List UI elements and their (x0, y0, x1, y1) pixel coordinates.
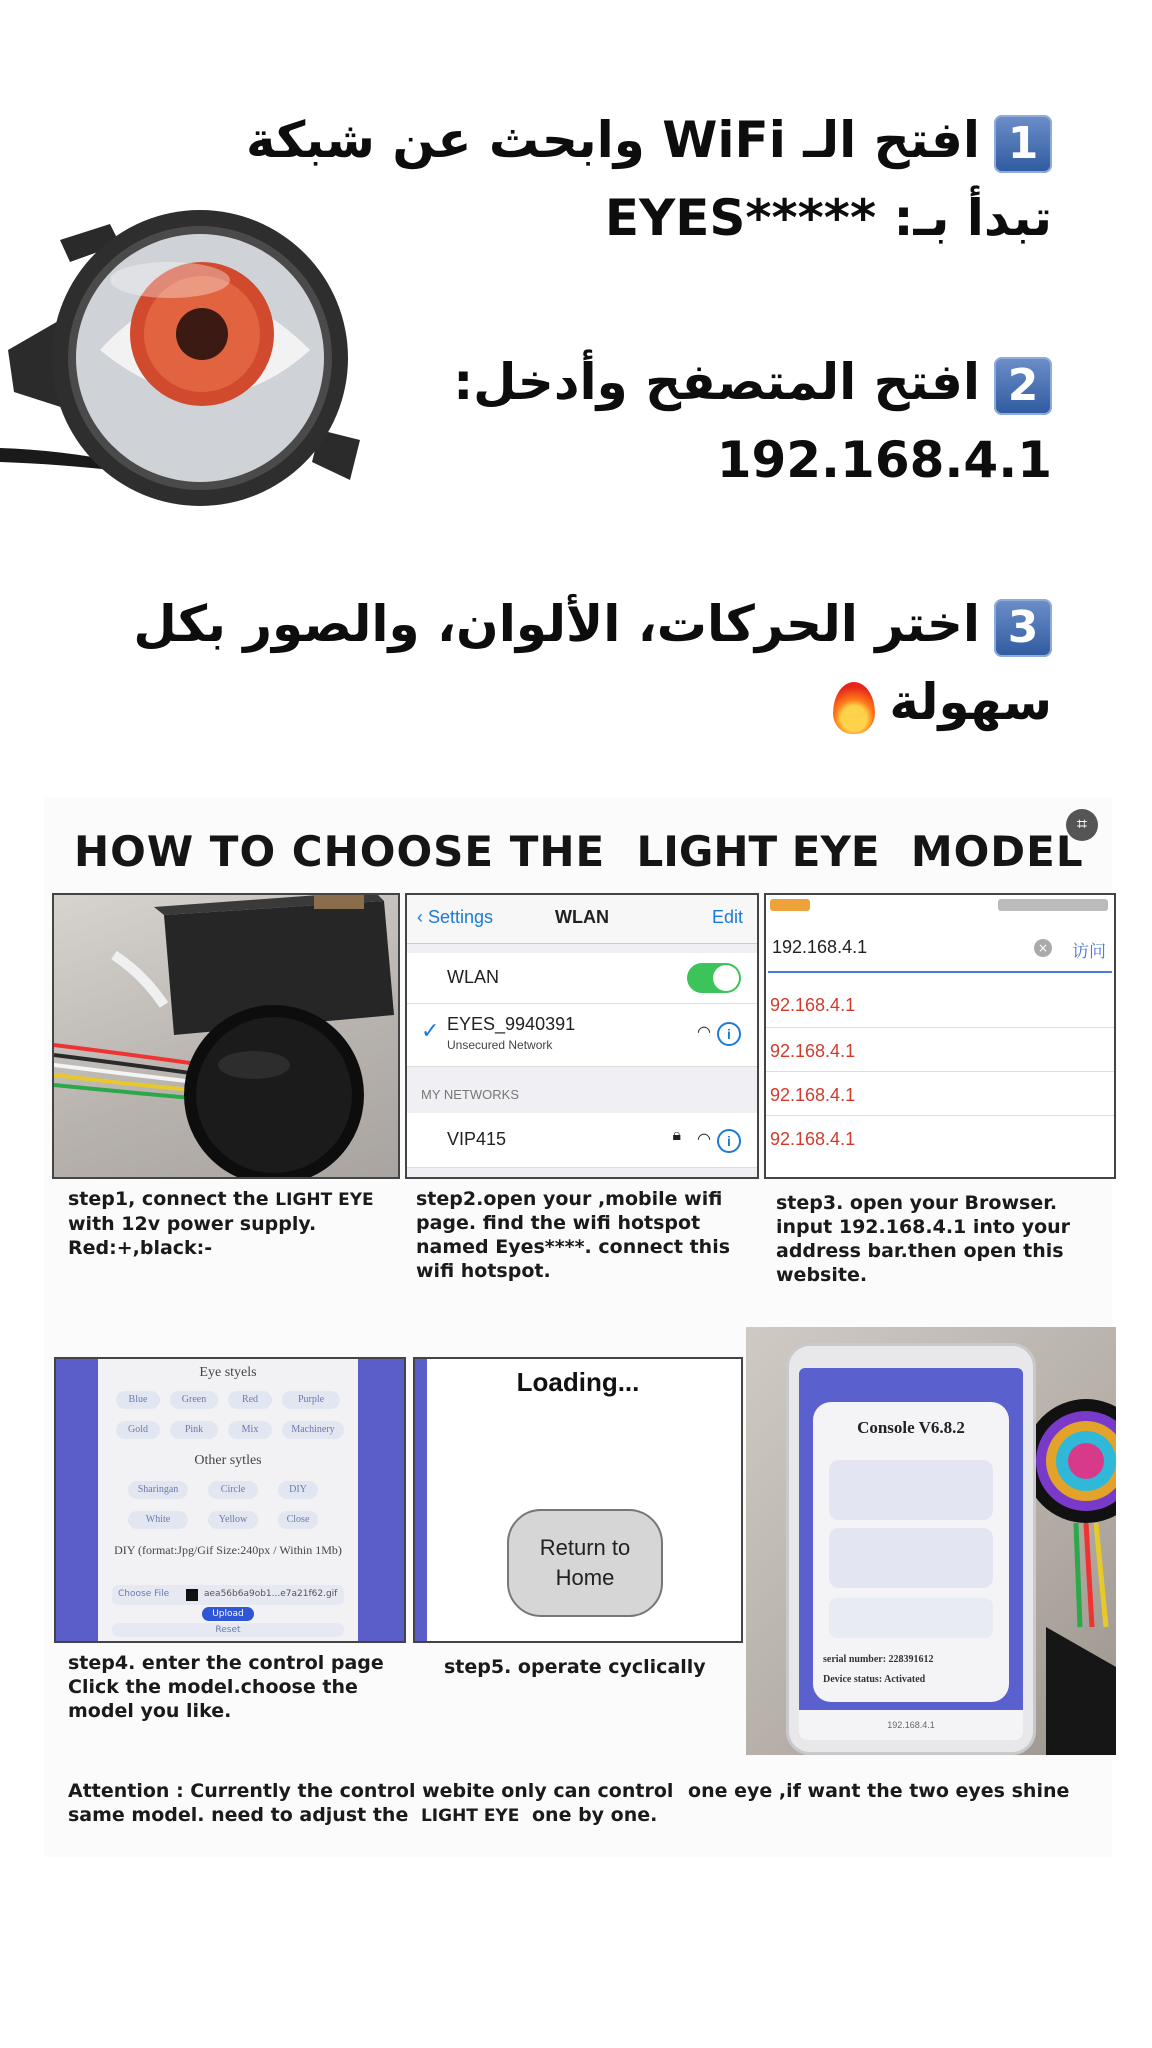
step2-heading (453, 346, 1052, 418)
attention-text-d: same model. need to adjust the (68, 1804, 409, 1826)
step3-line1: اختر الحركات، الألوان، والصور بكل (133, 595, 980, 653)
step2-text-a: step2.open your ,mobile wifi (416, 1188, 723, 1210)
reset-button[interactable]: Reset (112, 1623, 344, 1637)
other-styles-heading: Other sytles (194, 1453, 262, 1468)
return-home-line1: Return to (539, 1535, 631, 1560)
style-pink-button[interactable]: Pink (170, 1421, 218, 1439)
history-item[interactable]: 92.168.4.1 (770, 1041, 856, 1061)
status-bar-icons-right (998, 899, 1108, 911)
ios-nav-bar (407, 895, 757, 944)
eye-styles-heading: Eye styels (199, 1365, 257, 1380)
file-chooser (112, 1585, 344, 1605)
device-photo (52, 893, 400, 1179)
step1-line2 (605, 182, 1052, 254)
step1-caption (68, 1187, 408, 1260)
upload-button[interactable]: Upload (202, 1607, 254, 1621)
style-white-button[interactable]: White (128, 1511, 188, 1529)
divider (766, 1027, 1114, 1028)
history-item[interactable]: 92.168.4.1 (770, 995, 856, 1015)
style-close-button[interactable]: Close (278, 1511, 318, 1529)
step3-heading (133, 588, 1052, 660)
console-other-group (829, 1528, 993, 1588)
history-item[interactable]: 92.168.4.1 (770, 1085, 856, 1105)
keycap-2-icon: 2 (994, 357, 1052, 415)
url-value: 192.168.4.1 (772, 937, 868, 957)
ip-address: 192.168.4.1 (716, 431, 1052, 489)
step1-text-a: step1, connect the (68, 1188, 269, 1210)
style-red-button[interactable]: Red (228, 1391, 272, 1409)
network-name: EYES_9940391 (447, 1014, 576, 1034)
go-button[interactable]: 访问 (1072, 942, 1106, 962)
attention-text-a: Attention : Currently the control webite only can control (68, 1780, 674, 1802)
style-machinery-button[interactable]: Machinery (282, 1421, 344, 1439)
info-icon[interactable]: i (717, 1129, 741, 1153)
side-stripe (415, 1359, 427, 1641)
network-subtitle: Unsecured Network (447, 1038, 553, 1052)
wifi-icon: ◠ (697, 1024, 711, 1041)
step3-text-a: step3. open your Browser. (776, 1192, 1058, 1214)
divider (766, 1071, 1114, 1072)
address-bar[interactable] (768, 927, 1112, 973)
wifi-icon: ◠ (697, 1131, 711, 1148)
loading-screen (413, 1357, 743, 1643)
step4-text-b: Click the model.choose the (68, 1676, 358, 1698)
divider (766, 1115, 1114, 1116)
control-page-content (98, 1359, 358, 1641)
phone-photo (746, 1327, 1116, 1755)
file-name: aea56b6a9ob1...e7a21f62.gif (204, 1589, 338, 1599)
my-networks-header: MY NETWORKS (421, 1087, 519, 1102)
step3-text-c: address bar.then open this (776, 1240, 1064, 1262)
attention-text-e: LIGHT EYE (420, 1806, 520, 1826)
diy-note: DIY (format:Jpg/Gif Size:240px / Within 1Mb) (114, 1543, 342, 1557)
serial-number: serial number: 228391612 (823, 1654, 934, 1665)
wlan-toggle-row (407, 953, 757, 1004)
keycap-1-icon: 1 (994, 115, 1052, 173)
style-sharingan-button[interactable]: Sharingan (128, 1481, 188, 1499)
other-network-row[interactable] (407, 1113, 757, 1168)
step4-caption (68, 1651, 408, 1723)
title-part-b: LIGHT EYE (636, 827, 880, 876)
keycap-3-icon: 3 (994, 599, 1052, 657)
settings-back-button[interactable]: ‹ Settings (417, 907, 494, 927)
status-bar-icons (770, 899, 810, 911)
browser-screen (764, 893, 1116, 1179)
control-page-screen (54, 1357, 406, 1643)
lock-icon: 🔒︎ (672, 1127, 681, 1144)
step2-line1: افتح المتصفح وأدخل: (453, 353, 980, 411)
style-purple-button[interactable]: Purple (282, 1391, 340, 1409)
phone-url-bar[interactable]: 192.168.4.1 (799, 1710, 1023, 1740)
step4-text-a: step4. enter the control page (68, 1652, 384, 1674)
step3-caption (776, 1191, 1106, 1287)
wlan-toggle[interactable] (687, 963, 741, 993)
clear-icon[interactable]: × (1034, 939, 1052, 957)
fire-icon (831, 678, 877, 734)
step5-caption: step5. operate cyclically (444, 1656, 706, 1678)
style-mix-button[interactable]: Mix (228, 1421, 272, 1439)
style-green-button[interactable]: Green (170, 1391, 218, 1409)
step1-text-b: LIGHT EYE (275, 1190, 374, 1210)
step3-text-d: website. (776, 1264, 868, 1286)
step3-text-b: input 192.168.4.1 into your (776, 1216, 1071, 1238)
return-home-line2: Home (555, 1565, 615, 1590)
scan-icon[interactable]: ⌗ (1066, 809, 1098, 841)
step4-text-c: model you like. (68, 1700, 232, 1722)
other-network-name: VIP415 (447, 1129, 507, 1149)
network-prefix: EYES***** (604, 189, 877, 247)
file-thumbnail (186, 1589, 198, 1601)
style-circle-button[interactable]: Circle (208, 1481, 258, 1499)
device-status: Device status: Activated (823, 1674, 926, 1685)
step1-heading (246, 104, 1052, 176)
step2-line2 (717, 424, 1052, 496)
attention-text-b: one eye (688, 1780, 773, 1802)
return-home-button[interactable] (507, 1509, 663, 1617)
attention-note (68, 1779, 1108, 1828)
step1-text-c: with 12v power supply. (68, 1213, 317, 1235)
checkmark-icon: ✓ (421, 1018, 440, 1043)
connected-network-row[interactable] (407, 1004, 757, 1067)
phone-screen (799, 1368, 1023, 1740)
loading-text: Loading... (516, 1367, 640, 1397)
console-title: Console V6.8.2 (857, 1418, 965, 1437)
step2-caption (416, 1187, 756, 1283)
title-part-c: MODEL (910, 827, 1084, 876)
style-blue-button[interactable]: Blue (116, 1391, 160, 1409)
sheet-title (74, 827, 1114, 876)
step1-line2-text: تبدأ بـ: (893, 189, 1052, 247)
step3-line2 (831, 666, 1052, 738)
step1-text-d: Red:+,black:- (68, 1237, 213, 1259)
console-card (813, 1402, 1009, 1702)
step2-text-c: named Eyes****. connect this (416, 1236, 731, 1258)
edit-button[interactable]: Edit (711, 907, 743, 927)
history-item[interactable]: 92.168.4.1 (770, 1129, 856, 1149)
instruction-sheet (44, 797, 1112, 1857)
step1-line1: افتح الـ WiFi وابحث عن شبكة (245, 111, 980, 169)
eye-product-image (0, 200, 380, 540)
wlan-settings-screen (405, 893, 759, 1179)
style-gold-button[interactable]: Gold (116, 1421, 160, 1439)
console-style-group (829, 1460, 993, 1520)
attention-text-f: one by one. (531, 1804, 658, 1826)
wlan-title: WLAN (555, 907, 609, 927)
choose-file-button[interactable]: Choose File (118, 1589, 170, 1599)
style-diy-button[interactable]: DIY (278, 1481, 318, 1499)
step2-text-b: page. find the wifi hotspot (416, 1212, 701, 1234)
back-label: Settings (428, 907, 494, 927)
console-upload-group (829, 1598, 993, 1638)
title-part-a: HOW TO CHOOSE THE (74, 827, 606, 876)
step2-text-d: wifi hotspot. (416, 1260, 551, 1282)
style-yellow-button[interactable]: Yellow (208, 1511, 258, 1529)
step3-line2-text: سهولة (889, 673, 1052, 731)
info-icon[interactable]: i (717, 1022, 741, 1046)
attention-text-c: ,if want the two eyes shine (778, 1780, 1070, 1802)
phone (786, 1343, 1036, 1755)
wlan-label: WLAN (447, 967, 500, 987)
